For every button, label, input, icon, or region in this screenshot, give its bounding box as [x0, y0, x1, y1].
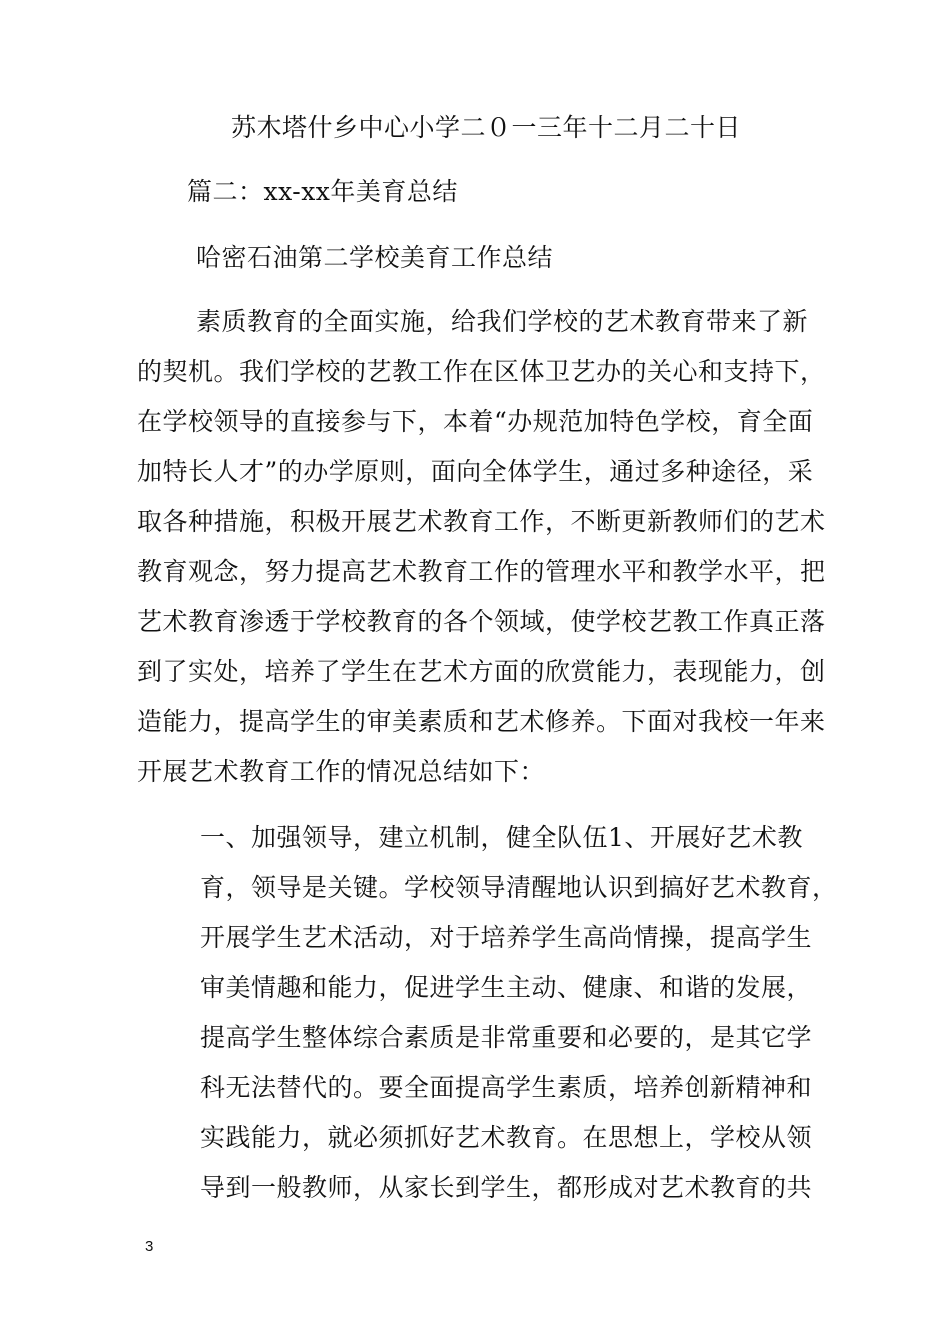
paragraph-line: 育，领导是关键。学校领导清醒地认识到搞好艺术教育， [200, 873, 838, 902]
paragraph-line: 到了实处，培养了学生在艺术方面的欣赏能力，表现能力，创 [137, 657, 826, 686]
paragraph-line: 教育观念，努力提高艺术教育工作的管理水平和教学水平，把 [137, 557, 826, 586]
paragraph-line: 科无法替代的。要全面提高学生素质，培养创新精神和 [200, 1073, 813, 1102]
signature-line: 苏木塔什乡中心小学二０一三年十二月二十日 [231, 113, 742, 142]
paragraph-line: 加特长人才”的办学原则，面向全体学生，通过多种途径，采 [137, 457, 814, 486]
paragraph-line: 一、加强领导，建立机制，健全队伍1、开展好艺术教 [200, 823, 803, 852]
paragraph-line: 取各种措施，积极开展艺术教育工作，不断更新教师们的艺术 [137, 507, 826, 536]
paragraph-line: 开展学生艺术活动，对于培养学生高尚情操，提高学生 [200, 923, 813, 952]
paragraph-line: 在学校领导的直接参与下，本着“办规范加特色学校，育全面 [137, 407, 814, 436]
paragraph-line: 开展艺术教育工作的情况总结如下： [137, 757, 546, 786]
paragraph-line: 提高学生整体综合素质是非常重要和必要的，是其它学 [200, 1023, 813, 1052]
paragraph-line: 艺术教育渗透于学校教育的各个领域，使学校艺教工作真正落 [137, 607, 826, 636]
section-heading: 篇二：xx-xx年美育总结 [187, 177, 458, 206]
document-title: 哈密石油第二学校美育工作总结 [196, 243, 554, 272]
paragraph-line: 审美情趣和能力，促进学生主动、健康、和谐的发展， [200, 973, 813, 1002]
paragraph-line: 的契机。我们学校的艺教工作在区体卫艺办的关心和支持下， [137, 357, 826, 386]
paragraph-line: 实践能力，就必须抓好艺术教育。在思想上，学校从领 [200, 1123, 813, 1152]
paragraph-line: 造能力，提高学生的审美素质和艺术修养。下面对我校一年来 [137, 707, 826, 736]
page-number: 3 [145, 1238, 154, 1255]
paragraph-line: 素质教育的全面实施，给我们学校的艺术教育带来了新 [196, 307, 809, 336]
paragraph-line: 导到一般教师，从家长到学生，都形成对艺术教育的共 [200, 1173, 813, 1202]
